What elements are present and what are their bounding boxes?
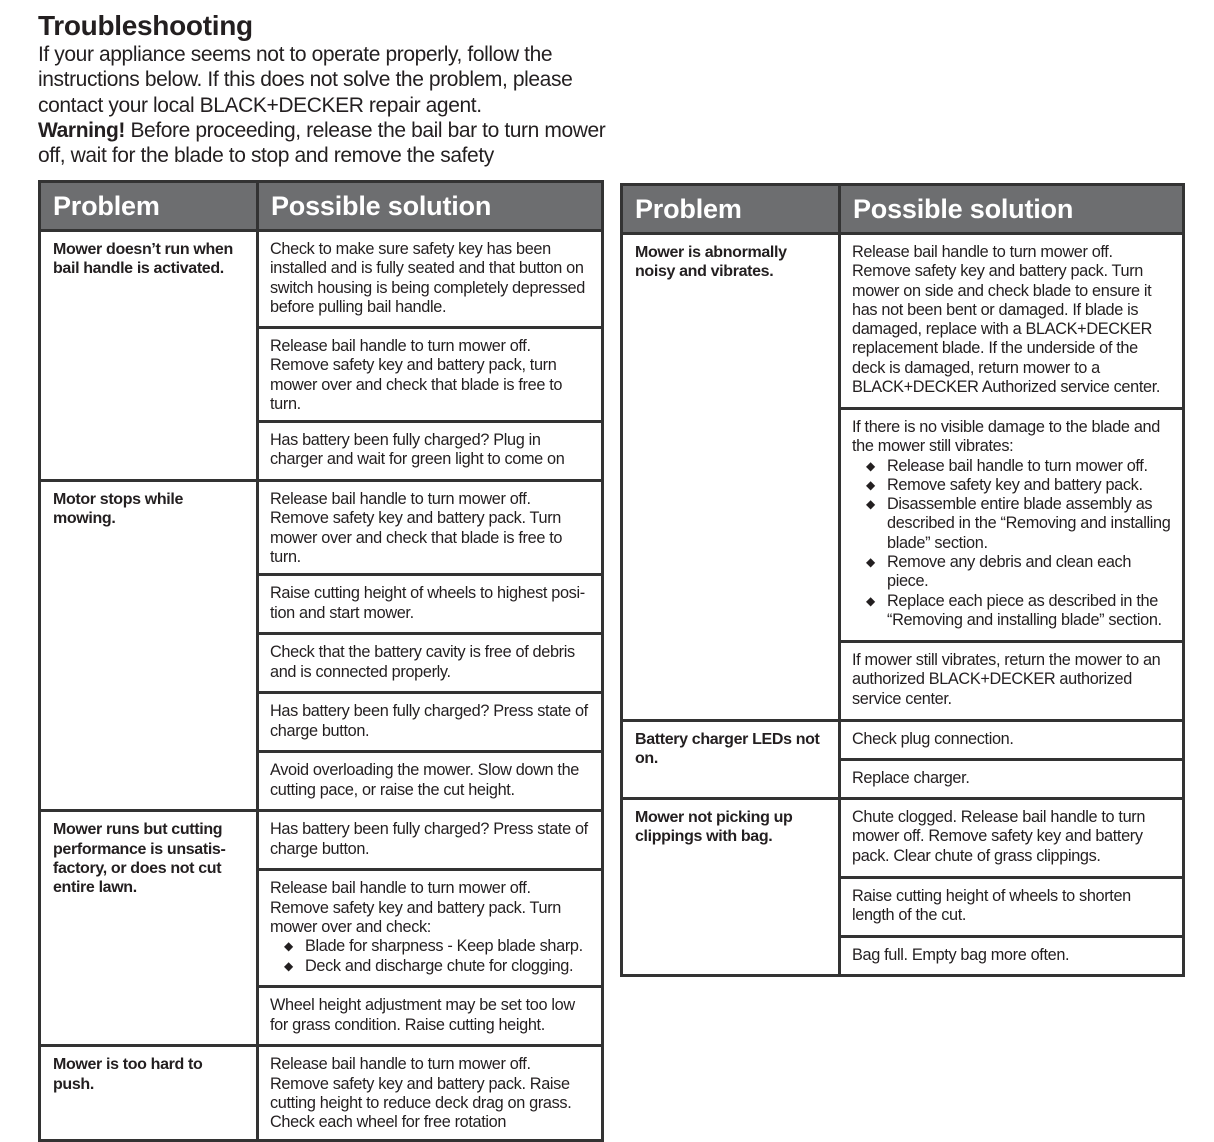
list-item: ◆ Replace each piece as described in the “Removing and installing blade” section. [866,592,1172,631]
table-row [622,799,1184,878]
problem-cell: Battery charger LEDs not on. [622,721,840,799]
intro-paragraph: If your appliance seems not to operate properly, follow the instructions below. If this does not solve the problem, please contact your local BLACK+DECKER repair agent. [38,43,573,117]
problem-cell: Mower doesn’t run when bail handle is activated. [40,231,258,481]
solution-cell [258,870,603,987]
solution-cell: If mower still vibrates, return the mower to an authorized BLACK+DECKER authorized service center. [840,642,1184,721]
solution-text: If there is no visible damage to the blade and the mower still vibrates: [852,418,1160,456]
solution-cell: Release bail handle to turn mower off. Remove safety key and battery pack. Raise cutting height to reduce deck drag on grass. Check each wheel for free rotation [258,1046,603,1141]
solution-cell [840,409,1184,642]
problem-cell: Mower is too hard to push. [40,1046,258,1141]
list-item: ◆ Deck and discharge chute for clogging. [284,957,591,976]
problem-header: Problem [622,185,840,234]
table-row [40,231,603,328]
table-row [40,811,603,870]
table-row [622,234,1184,409]
solution-cell: Check to make sure safety key has been installed and is fully seated and that button on switch housing is being completely depressed before pulling bail handle. [258,231,603,328]
vibrate-steps-list [852,457,1172,631]
solution-cell: Check plug connection. [840,721,1184,760]
page-title: Troubleshooting [38,10,253,41]
troubleshooting-table-right [620,183,1185,977]
solution-cell: Has battery been fully charged? Press state of charge button. [258,811,603,870]
solution-cell: Check that the battery cavity is free of debris and is connected properly. [258,634,603,693]
problem-cell: Motor stops while mowing. [40,481,258,811]
warning-paragraph [38,118,613,169]
table-header-row [40,182,603,231]
problem-cell: Mower not picking up clippings with bag. [622,799,840,976]
table-row [40,1046,603,1141]
solution-header: Possible solution [840,185,1184,234]
solution-cell: Raise cutting height of wheels to shorten length of the cut. [840,878,1184,937]
solution-cell: Replace charger. [840,760,1184,799]
solution-cell: Avoid overloading the mower. Slow down the cutting pace, or raise the cut height. [258,752,603,811]
warning-text: Before proceeding, release the bail bar to turn mower off, wait for the blade to stop and remove the safety [38,118,606,168]
table-header-row [622,185,1184,234]
solution-cell: Release bail handle to turn mower off. Remove safety key and battery pack, turn mower over and check that blade is free to turn. [258,328,603,422]
solution-cell: Release bail handle to turn mower off. Remove safety key and battery pack. Turn mower over and check that blade is free to turn. [258,481,603,575]
list-item: ◆ Disassemble entire blade assembly as described in the “Removing and installing blade” section. [866,495,1172,553]
table-row [40,481,603,575]
solution-cell: Raise cutting height of wheels to highest posi-tion and start mower. [258,575,603,634]
problem-cell: Mower runs but cutting performance is unsatis-factory, or does not cut entire lawn. [40,811,258,1046]
list-item: ◆ Remove any debris and clean each piece. [866,553,1172,592]
check-list [270,937,591,976]
problem-header: Problem [40,182,258,231]
solution-cell: Bag full. Empty bag more often. [840,937,1184,976]
intro-section [38,10,613,168]
problem-cell: Mower is abnormally noisy and vibrates. [622,234,840,721]
list-item: ◆ Remove safety key and battery pack. [866,476,1172,495]
list-item: ◆ Release bail handle to turn mower off. [866,457,1172,476]
list-item: ◆ Blade for sharpness - Keep blade sharp. [284,937,591,956]
solution-cell: Chute clogged. Release bail handle to turn mower off. Remove safety key and battery pack. Clear chute of grass clippings. [840,799,1184,878]
solution-cell: Release bail handle to turn mower off. Remove safety key and battery pack. Turn mower on side and check blade to ensure it has not been bent or damaged. If blade is damaged, replace with a BLACK+DECKER replacement blade. If the underside of the deck is damaged, return mower to a BLACK+DECKER Authorized service center. [840,234,1184,409]
solution-cell: Wheel height adjustment may be set too low for grass condition. Raise cutting height. [258,987,603,1046]
warning-label: Warning! [38,118,126,142]
troubleshooting-table-left [38,180,604,1142]
solution-header: Possible solution [258,182,603,231]
table-row [622,721,1184,760]
solution-cell: Has battery been fully charged? Press state of charge button. [258,693,603,752]
solution-text: Release bail handle to turn mower off. Remove safety key and battery pack. Turn mower over and check: [270,879,561,936]
solution-cell: Has battery been fully charged? Plug in charger and wait for green light to come on [258,422,603,481]
